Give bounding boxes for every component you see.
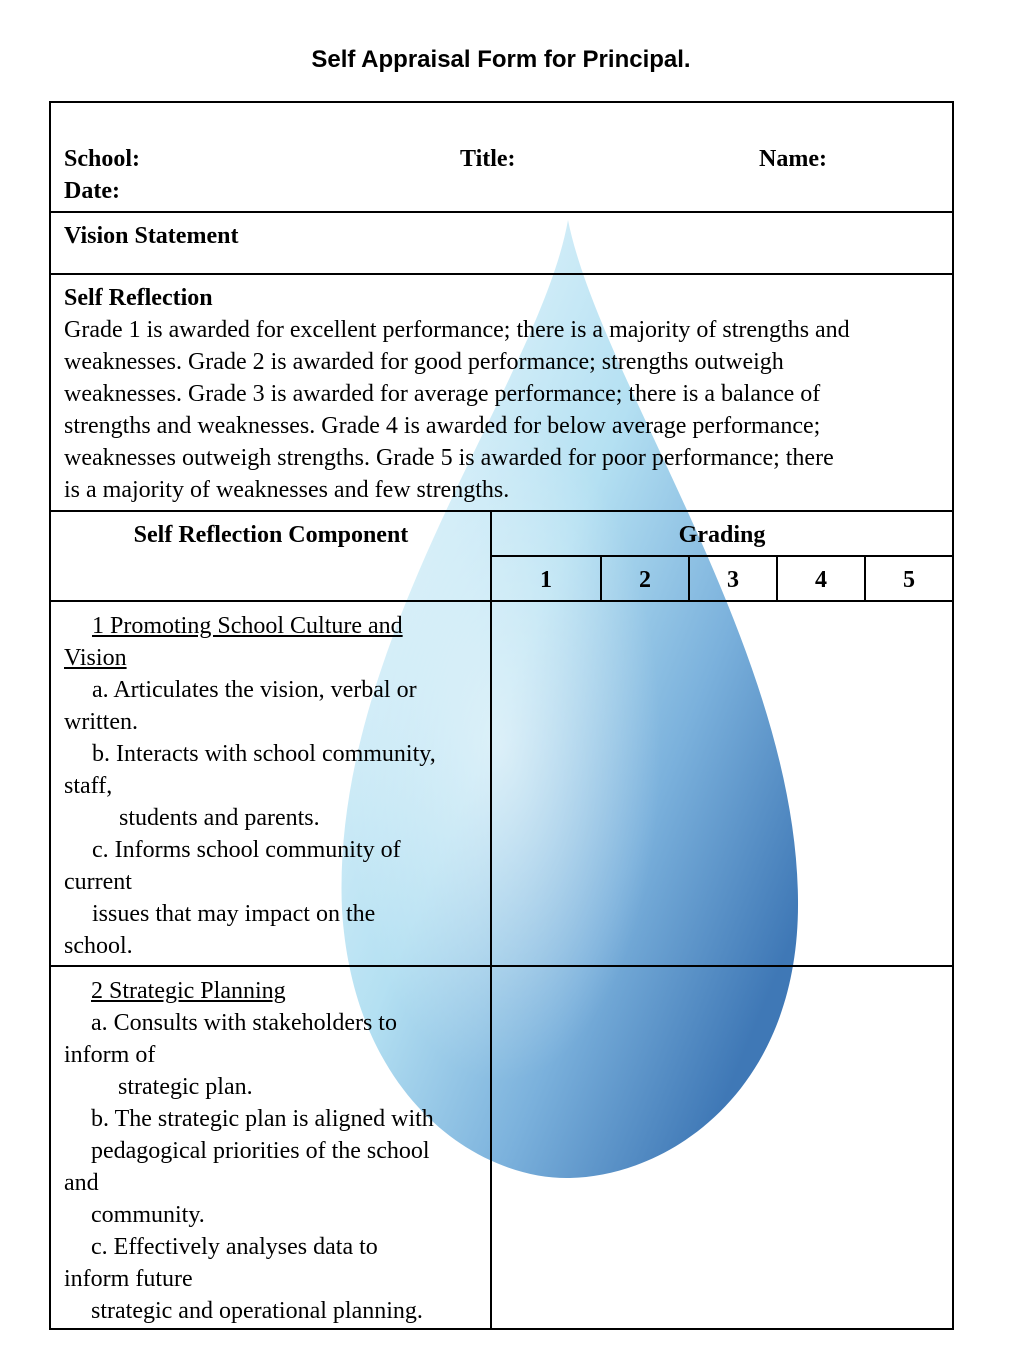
section-heading: 2 Strategic Planning [91, 978, 286, 1004]
grading-description-line: is a majority of weaknesses and few strengths. [64, 477, 510, 503]
grading-description-line: weaknesses outweigh strengths. Grade 5 is awarded for poor performance; there [64, 445, 834, 471]
column-divider [490, 510, 492, 1330]
grading-description-line: Grade 1 is awarded for excellent performance; there is a majority of strengths and [64, 317, 850, 343]
criterion-line: strategic and operational planning. [91, 1298, 423, 1324]
criterion-line: and [64, 1170, 99, 1196]
criterion-line: strategic plan. [118, 1074, 253, 1100]
component-column-header: Self Reflection Component [133, 522, 409, 548]
self-reflection-heading: Self Reflection [64, 285, 213, 311]
criterion-line: school. [64, 933, 133, 959]
grading-description-line: weaknesses. Grade 3 is awarded for average performance; there is a balance of [64, 381, 821, 407]
appraisal-form-table [49, 101, 954, 1330]
row-divider [51, 600, 952, 602]
date-field-label: Date: [64, 178, 120, 204]
section-heading: Vision [64, 645, 127, 671]
row-divider [51, 965, 952, 967]
criterion-line: inform future [64, 1266, 193, 1292]
criterion-line: a. Articulates the vision, verbal or [92, 677, 417, 703]
criterion-line: staff, [64, 773, 113, 799]
form-title: Self Appraisal Form for Principal. [311, 46, 691, 73]
row-divider [51, 510, 952, 512]
school-field-label: School: [64, 146, 141, 172]
title-field-label: Title: [460, 146, 516, 172]
row-divider [51, 211, 952, 213]
criterion-line: current [64, 869, 132, 895]
grading-column-header: Grading [678, 522, 766, 548]
grade-header-3: 3 [727, 567, 739, 593]
row-divider [51, 273, 952, 275]
grade-header-5: 5 [903, 567, 915, 593]
criterion-line: b. Interacts with school community, [92, 741, 436, 767]
criterion-line: pedagogical priorities of the school [91, 1138, 430, 1164]
name-field-label: Name: [759, 146, 827, 172]
vision-statement-label: Vision Statement [64, 223, 239, 249]
section-heading: 1 Promoting School Culture and [92, 613, 403, 639]
grade-header-2: 2 [639, 567, 651, 593]
criterion-line: community. [91, 1202, 205, 1228]
criterion-line: a. Consults with stakeholders to [91, 1010, 397, 1036]
grading-header-divider [491, 555, 952, 557]
grading-description-line: weaknesses. Grade 2 is awarded for good performance; strengths outweigh [64, 349, 784, 375]
criterion-line: inform of [64, 1042, 156, 1068]
criterion-line: issues that may impact on the [92, 901, 376, 927]
grading-description-line: strengths and weaknesses. Grade 4 is awarded for below average performance; [64, 413, 821, 439]
criterion-line: c. Effectively analyses data to [91, 1234, 378, 1260]
criterion-line: students and parents. [119, 805, 320, 831]
criterion-line: c. Informs school community of [92, 837, 401, 863]
criterion-line: b. The strategic plan is aligned with [91, 1106, 434, 1132]
grade-header-4: 4 [815, 567, 827, 593]
criterion-line: written. [64, 709, 138, 735]
grade-header-1: 1 [540, 567, 552, 593]
